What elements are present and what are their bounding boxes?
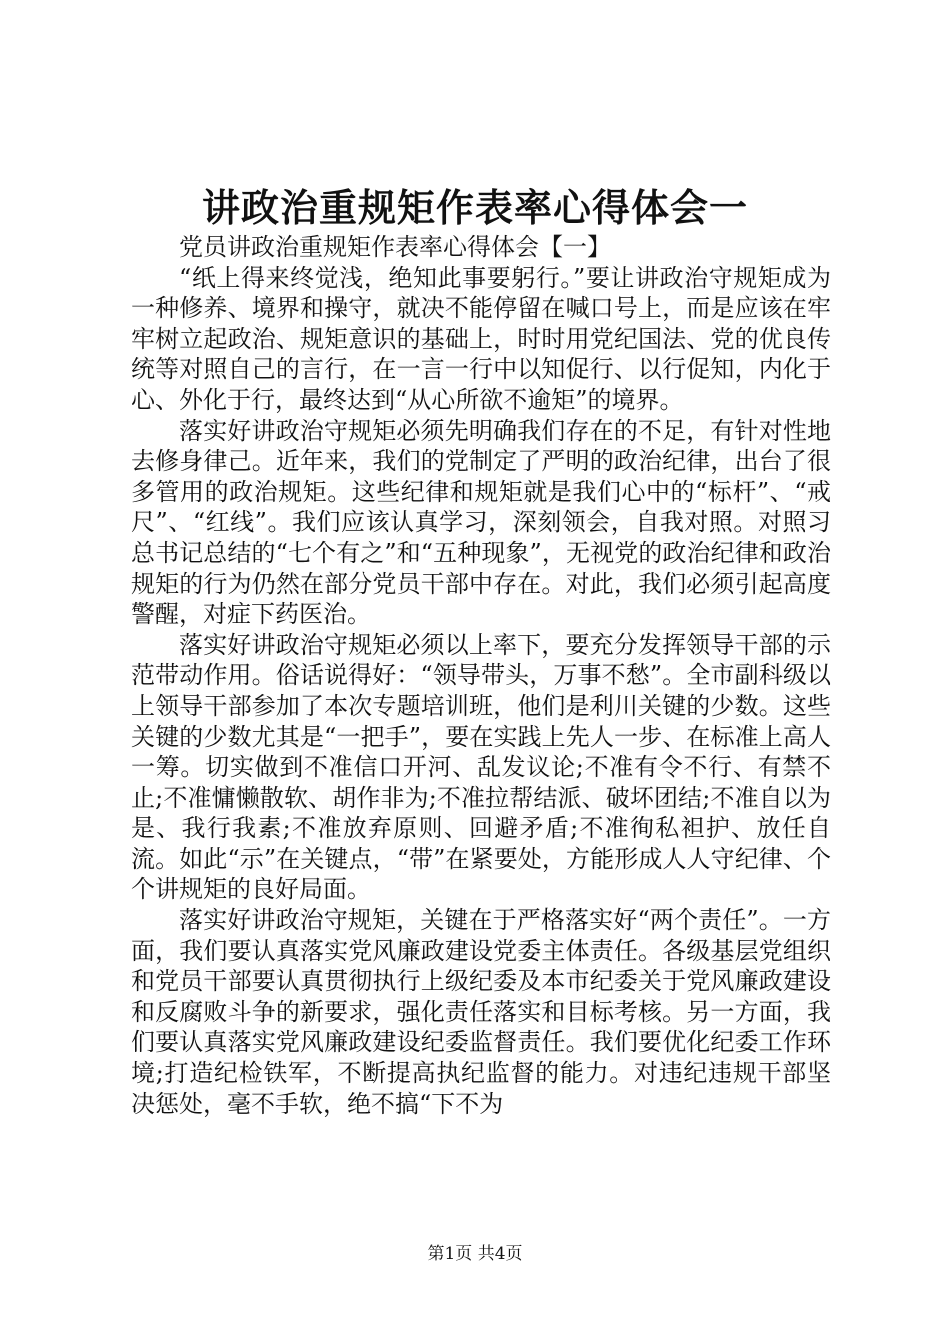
paragraph: 落实好讲政治守规矩必须先明确我们存在的不足，有针对性地去修身律己。近年来，我们的党制定了严明的政治纪律，出台了很多管用的政治规矩。这些纪律和规矩就是我们心中的“标杆”、“戒尺”、“红线”。我们应该认真学习，深刻领会，自我对照。对照习总书记总结的“七个有之”和“五种现象”，无视党的政治纪律和政治规矩的行为仍然在部分党员干部中存在。对此，我们必须引起高度警醒，对症下药医治。 xyxy=(131,416,831,629)
document-title: 讲政治重规矩作表率心得体会一 xyxy=(201,185,748,230)
paragraph: 落实好讲政治守规矩必须以上率下，要充分发挥领导干部的示范带动作用。俗话说得好：“领导带头，万事不愁”。全市副科级以上领导干部参加了本次专题培训班，他们是利川关键的少数。这些关键的少数尤其是“一把手”，要在实践上先人一步、在标准上高人一筹。切实做到不准信口开河、乱发议论;不准有令不行、有禁不止;不准慵懒散软、胡作非为;不准拉帮结派、破坏团结;不准自以为是、我行我素;不准放弃原则、回避矛盾;不准徇私袒护、放任自流。如此“示”在关键点，“带”在紧要处，方能形成人人守纪律、个个讲规矩的良好局面。 xyxy=(131,630,831,904)
paragraph: 落实好讲政治守规矩，关键在于严格落实好“两个责任”。一方面，我们要认真落实党风廉政建设党委主体责任。各级基层党组织和党员干部要认真贯彻执行上级纪委及本市纪委关于党风廉政建设和反腐败斗争的新要求，强化责任落实和目标考核。另一方面，我们要认真落实党风廉政建设纪委监督责任。我们要优化纪委工作环境;打造纪检铁军，不断提高执纪监督的能力。对违纪违规干部坚决惩处，毫不手软，绝不搞“下不为 xyxy=(131,906,831,1118)
page-footer: 第1页 共4页 xyxy=(427,1244,523,1264)
document-subtitle: 党员讲政治重规矩作表率心得体会【一】 xyxy=(179,233,611,261)
document-body xyxy=(131,232,831,1119)
paragraph: “纸上得来终觉浅，绝知此事要躬行。”要让讲政治守规矩成为一种修养、境界和操守，就决不能停留在喊口号上，而是应该在牢牢树立起政治、规矩意识的基础上，时时用党纪国法、党的优良传统等对照自己的言行，在一言一行中以知促行、以行促知，内化于心、外化于行，最终达到“从心所欲不逾矩”的境界。 xyxy=(131,263,831,414)
